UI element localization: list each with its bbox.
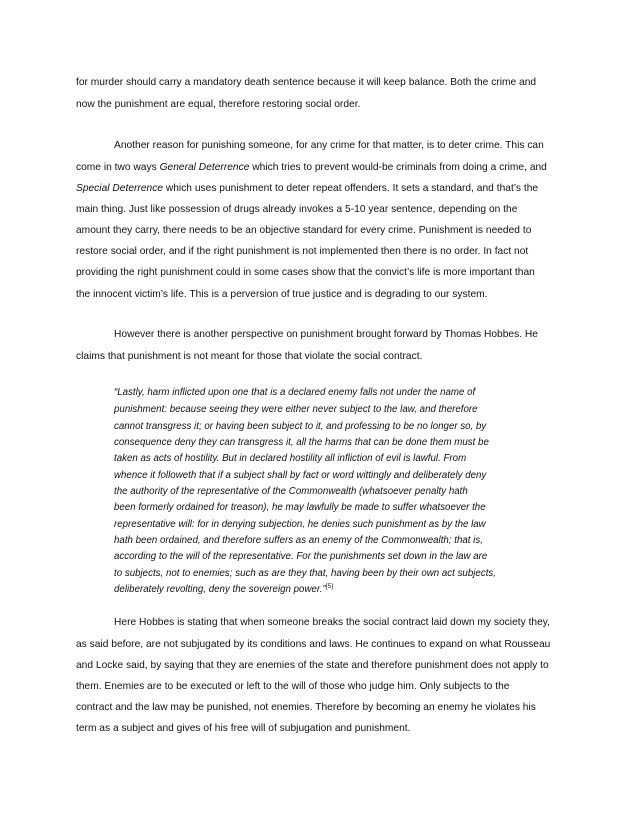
quote-line-2: punishment: because seeing they were either never subject to the law, and therefore bbox=[114, 404, 478, 415]
quote-line-5: taken as acts of hostility. But in declared hostility all infliction of evil is lawful. From bbox=[114, 453, 467, 464]
quote-line-13 bbox=[114, 583, 333, 596]
paragraph-2-line-5: amount they carry, there needs to be an objective standard for every crime. Punishment is needed to bbox=[76, 225, 532, 236]
paragraph-4-line-4: them. Enemies are to be executed or left to the will of those who judge him. Only subjects to the bbox=[76, 681, 510, 692]
term-general-deterrence: General Deterrence bbox=[159, 162, 250, 173]
term-special-deterrence: Special Deterrence bbox=[76, 183, 163, 194]
paragraph-3-line-2: claims that punishment is not meant for those that violate the social contract. bbox=[76, 351, 423, 362]
text-run: which uses punishment to deter repeat offenders. It sets a standard, and that’s the bbox=[163, 183, 539, 194]
paragraph-2-line-1: Another reason for punishing someone, for any crime for that matter, is to deter crime. This can bbox=[114, 140, 544, 151]
quote-line-12: to subjects, not to enemies; such as are they that, having been by their own act subjects, bbox=[114, 568, 496, 579]
paragraph-3-line-1: However there is another perspective on punishment brought forward by Thomas Hobbes. He bbox=[114, 329, 538, 340]
paragraph-4-line-5: contract and the law may be punished, not enemies. Therefore by becoming an enemy he violates his bbox=[76, 702, 536, 713]
paragraph-2-line-3 bbox=[76, 182, 538, 196]
quote-line-9: representative will: for in denying subjection, he denies such punishment as by the law bbox=[114, 519, 486, 530]
quote-line-7: the authority of the representative of the Commonwealth (whatsoever penalty hath bbox=[114, 486, 468, 497]
paragraph-4-line-3: and Locke said, by saying that they are enemies of the state and therefore punishment does not apply to bbox=[76, 660, 549, 671]
paragraph-1-line-1: for murder should carry a mandatory death sentence because it will keep balance. Both the crime and bbox=[76, 77, 537, 88]
paragraph-1-line-2: now the punishment are equal, therefore restoring social order. bbox=[76, 99, 361, 110]
paragraph-4-line-2: as said before, are not subjugated by its conditions and laws. He continues to expand on what Rousseau bbox=[76, 639, 551, 650]
text-run: come in two ways bbox=[76, 162, 160, 173]
quote-line-6: whence it followeth that if a subject shall by fact or word wittingly and deliberately deny bbox=[114, 470, 487, 481]
paragraph-4-line-6: term as a subject and gives of his free will of subjugation and punishment. bbox=[76, 723, 411, 734]
quote-line-3: cannot transgress it; or having been subject to it, and professing to be no longer so, by bbox=[114, 421, 487, 432]
quote-line-11: according to the will of the representative. For the punishments set down in the law are bbox=[114, 551, 488, 562]
paragraph-2-line-7: providing the right punishment could in some cases show that the convict’s life is more important than bbox=[76, 267, 535, 278]
quote-line-10: hath been ordained, and therefore suffers as an enemy of the Commonwealth; that is, bbox=[114, 535, 483, 546]
quote-line-1: “Lastly, harm inflicted upon one that is a declared enemy falls not under the name of bbox=[114, 387, 476, 398]
paragraph-4-line-1: Here Hobbes is stating that when someone breaks the social contract laid down my society they, bbox=[114, 617, 551, 628]
citation-reference: [5] bbox=[325, 582, 334, 590]
paragraph-2-line-6: restore social order, and if the right punishment is not implemented then there is no order. In fact not bbox=[76, 246, 529, 257]
text-run: deliberately revolting, deny the sovereign power.” bbox=[114, 584, 326, 595]
paragraph-2-line-2 bbox=[76, 161, 547, 175]
quote-line-4: consequence deny they can transgress it, all the harms that can be done them must be bbox=[114, 437, 489, 448]
quote-line-8: been formerly ordained for treason), he may lawfully be made to suffer whatsoever the bbox=[114, 502, 486, 513]
paragraph-2-line-8: the innocent victim’s life. This is a perversion of true justice and is degrading to our system. bbox=[76, 289, 488, 300]
paragraph-2-line-4: main thing. Just like possession of drugs already invokes a 5-10 year sentence, depending on the bbox=[76, 204, 518, 215]
text-run: which tries to prevent would-be criminals from doing a crime, and bbox=[249, 162, 547, 173]
